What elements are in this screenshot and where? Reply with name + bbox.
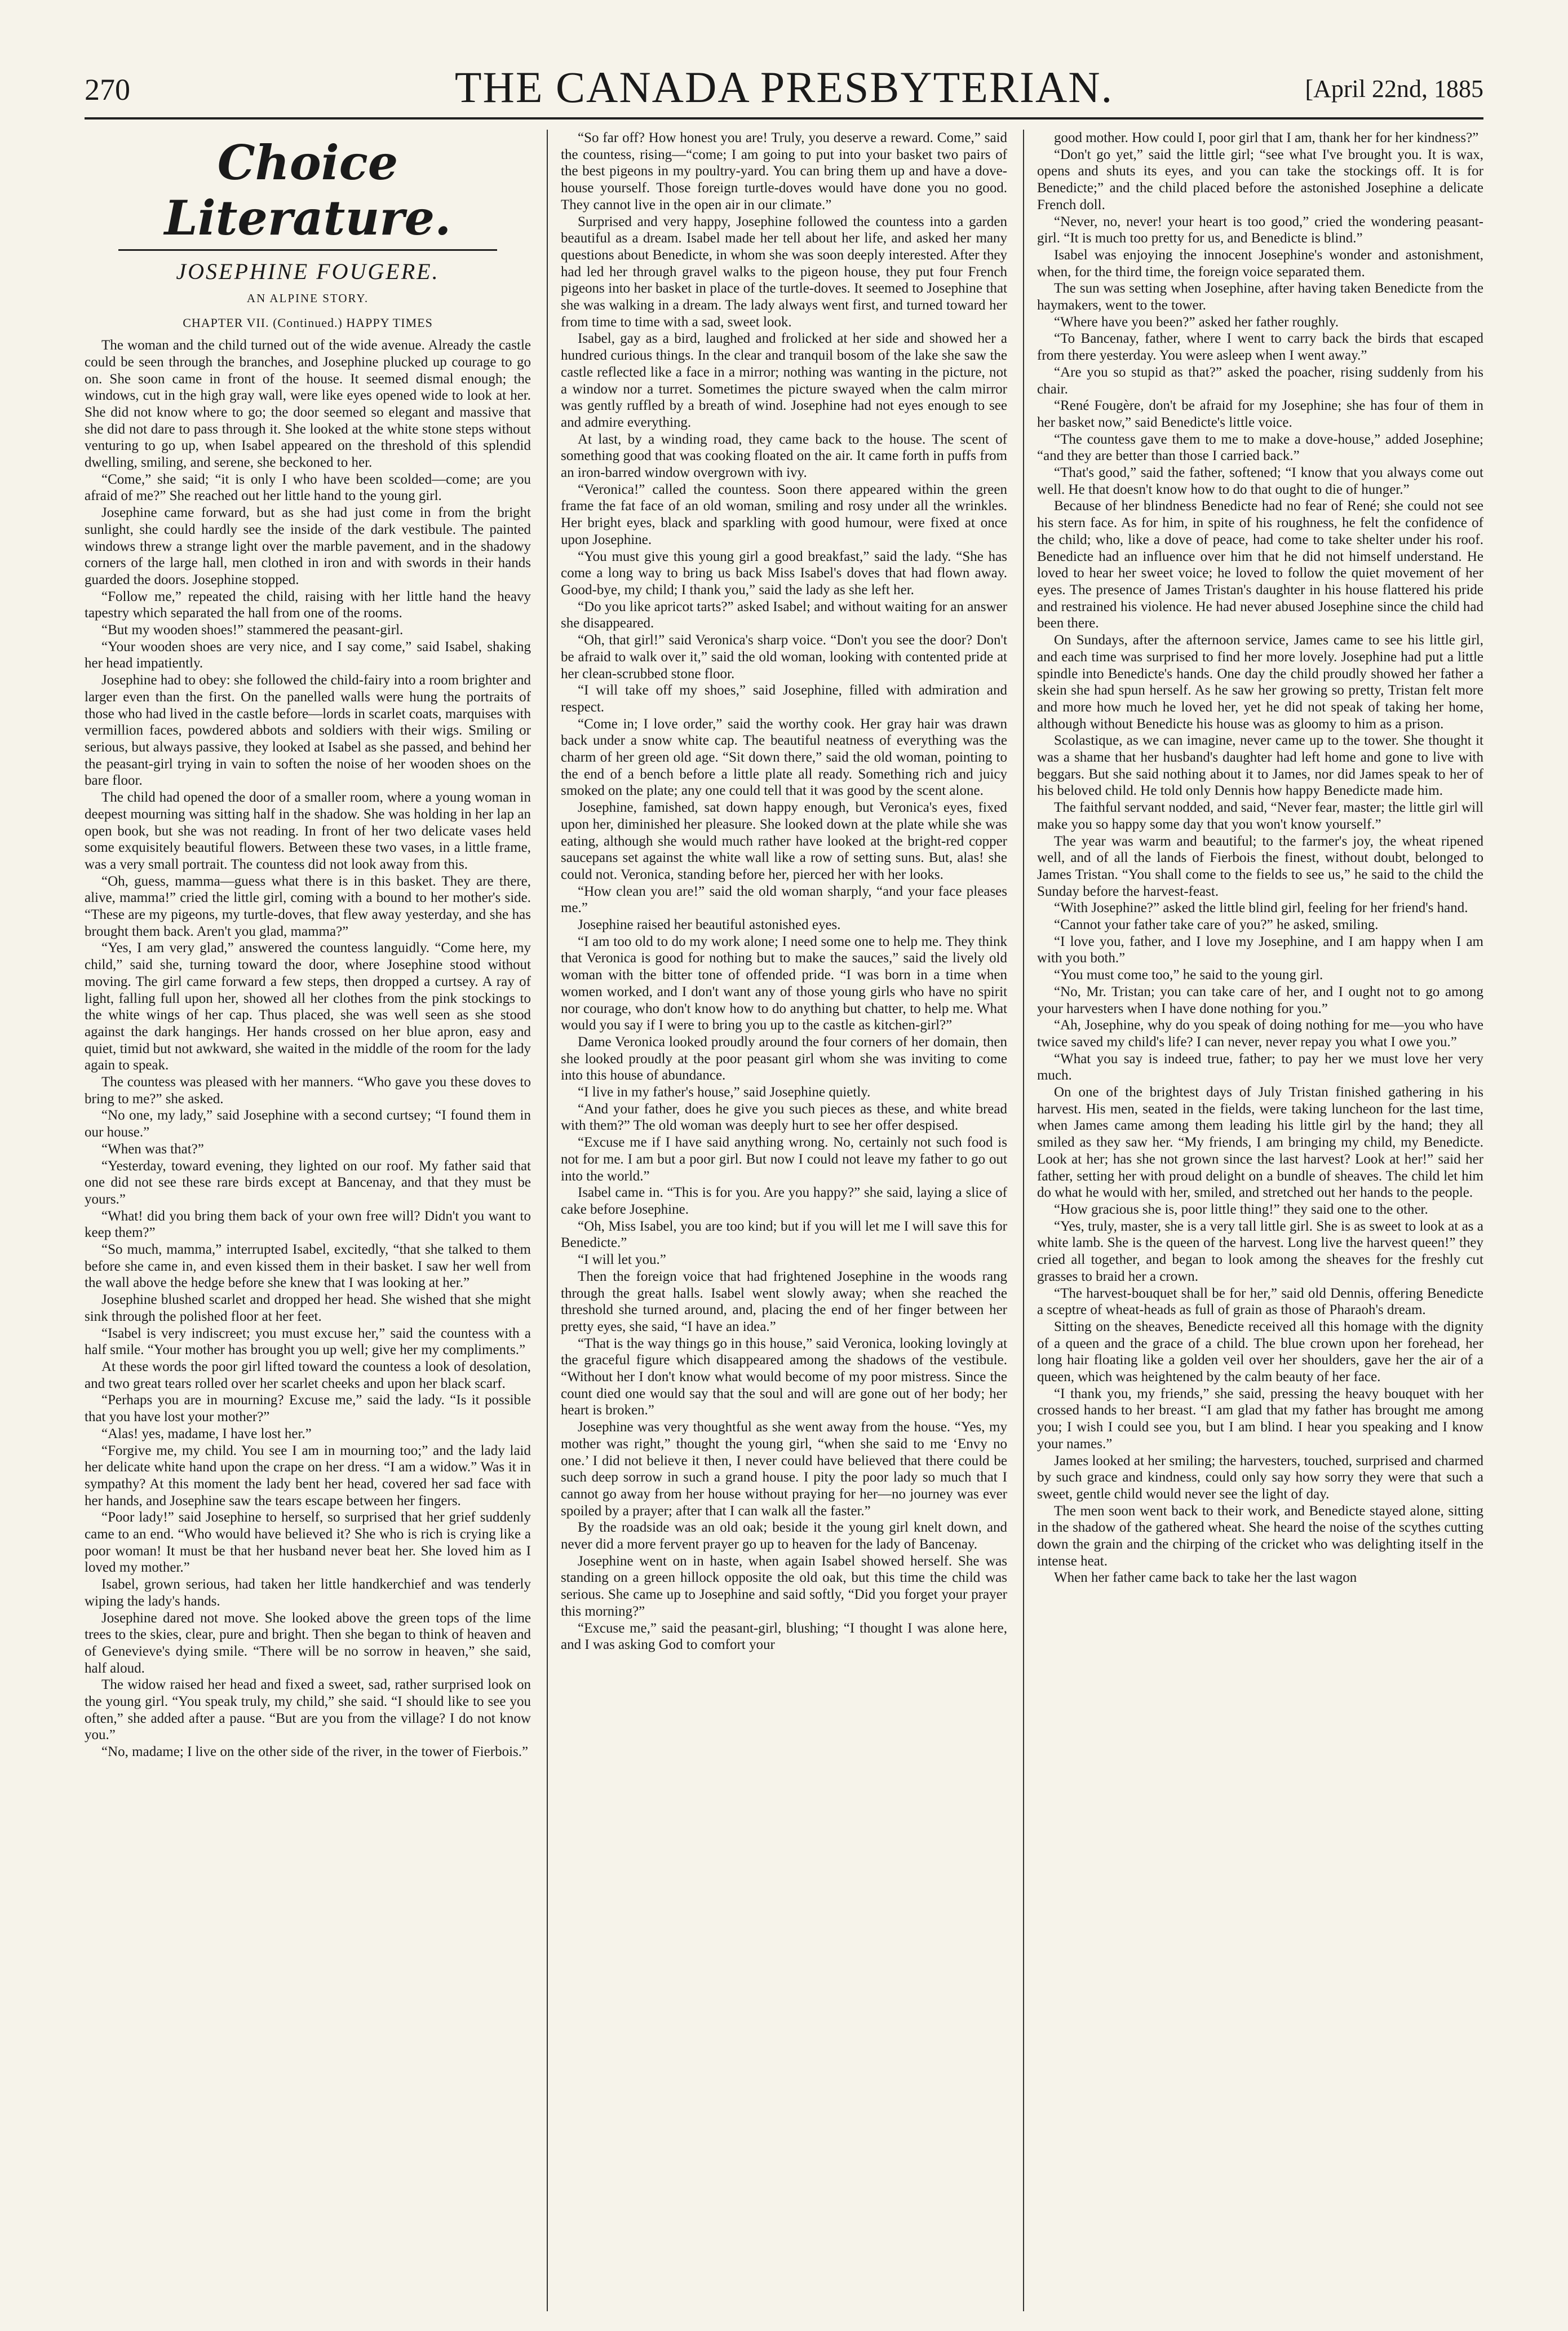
paragraph: “René Fougère, don't be afraid for my Josephine; she has four of them in her basket now,” said Benedicte's little voice.	[1037, 398, 1483, 430]
story-title: JOSEPHINE FOUGERE.	[176, 259, 440, 284]
section-title-rule	[118, 249, 497, 251]
paragraph: “The harvest-bouquet shall be for her,” said old Dennis, offering Benedicte a sceptre of wheat-heads as full of grain as those of Pharaoh's dream.	[1037, 1285, 1483, 1318]
header-rule	[85, 117, 1483, 120]
page-number: 270	[85, 73, 130, 107]
paragraph: “I will let you.”	[578, 1252, 666, 1268]
column-1	[85, 130, 531, 2311]
column-divider	[1023, 130, 1024, 2311]
paragraph: Josephine had to obey: she followed the child-fairy into a room brighter and larger even than the first. On the panelled walls were hung the portraits of those who had lived in the castle before—lords in scarlet coats, marquises with vermillion faces, powdered abbots and soldiers with their wigs. Smiling or serious, but always passive, they looked at Isabel as she passed, and behind her the peasant-girl trying in vain to soften the noise of her wooden shoes on the bare floor.	[85, 673, 531, 789]
paragraph: “Excuse me,” said the peasant-girl, blushing; “I thought I was alone here, and I was asking God to comfort your	[561, 1620, 1007, 1653]
paragraph: “No one, my lady,” said Josephine with a second curtsey; “I found them in our house.”	[85, 1108, 531, 1140]
paragraph: “I thank you, my friends,” she said, pressing the heavy bouquet with her crossed hands to her breast. “I am glad that my father has brought me among you; I wish I could see you, but I am blind. I hear you speaking and I know your names.”	[1037, 1386, 1483, 1452]
paragraph: “How clean you are!” said the old woman sharply, “and your face pleases me.”	[561, 883, 1007, 916]
paragraph: “And your father, does he give you such pieces as these, and white bread with them?” The old woman was deeply hurt to see her offer despised.	[561, 1101, 1007, 1134]
paragraph: “Veronica!” called the countess. Soon there appeared within the green frame the fat face of an old woman, smiling and rosy under all the wrinkles. Her bright eyes, black and sparkling with good humour, were fixed at once upon Josephine.	[561, 481, 1007, 547]
paragraph: Because of her blindness Benedicte had no fear of René; she could not see his stern face. As for him, in spite of his roughness, he felt the confidence of the child; who, like a dove of peace, had come to take shelter under his roof. Benedicte had an influence over him that he did not himself understand. He loved to hear her sweet voice; he loved to follow the quiet movement of her eyes. The presence of James Tristan's daughter in his house flattered his pride and restrained his violence. He had never abused Josephine since the child had been there.	[1037, 498, 1483, 631]
issue-date: [April 22nd, 1885	[1305, 75, 1483, 103]
paragraph: At these words the poor girl lifted toward the countess a look of desolation, and two great tears rolled over her scarlet cheeks and upon her black scarf.	[85, 1359, 531, 1391]
paragraph: On one of the brightest days of July Tristan finished gathering in his harvest. His men, seated in the fields, were taking luncheon for the last time, when James came among them leading his little girl by the hand; they all smiled as they saw her. “My friends, I am bringing my child, my Benedicte. Look at her; has she not grown since the last harvest? Look at her!” said her father, setting her with proud delight on a bundle of sheaves. The child let him do what he would with her, smiled, and stretched out her hands to the people.	[1037, 1085, 1483, 1201]
paragraph: “The countess gave them to me to make a dove-house,” added Josephine; “and they are better than those I carried back.”	[1037, 431, 1483, 464]
paragraph: Isabel came in. “This is for you. Are you happy?” she said, laying a slice of cake before Josephine.	[561, 1185, 1007, 1217]
paragraph: “No, Mr. Tristan; you can take care of her, and I ought not to go among your harvesters when I have done nothing for you.”	[1037, 984, 1483, 1016]
paragraph: “With Josephine?” asked the little blind girl, feeling for her friend's hand.	[1054, 900, 1468, 916]
paragraph: At last, by a winding road, they came back to the house. The scent of something good that was cooking floated on the air. It came forth in puffs from an iron-barred window overgrown with ivy.	[561, 431, 1007, 481]
paragraph: Isabel, gay as a bird, laughed and frolicked at her side and showed her a hundred curious things. In the clear and tranquil bosom of the lake she saw the castle reflected like a face in a mirror; nothing was wanting in the picture, not a window nor a turret. Sometimes the picture swayed when the calm mirror was gently ruffled by a breath of wind. Josephine had not eyes enough to see and admire everything.	[561, 331, 1007, 430]
paragraph: The faithful servant nodded, and said, “Never fear, master; the little girl will make you so happy some day that you won't know yourself.”	[1037, 800, 1483, 832]
paragraph: Then the foreign voice that had frightened Josephine in the woods rang through the great halls. Isabel went slowly away; when she reached the threshold she turned around, and, placing the end of her finger between her pretty eyes, she said, “I have an idea.”	[561, 1268, 1007, 1334]
chapter-heading: CHAPTER VII. (Continued.) HAPPY TIMES	[183, 316, 433, 330]
paragraph: When her father came back to take her the last wagon	[1054, 1570, 1357, 1586]
paragraph: “Oh, that girl!” said Veronica's sharp voice. “Don't you see the door? Don't be afraid to walk over it,” said the old woman, looking with contented pride at her clean-scrubbed stone floor.	[561, 632, 1007, 682]
paragraph: “Yes, truly, master, she is a very tall little girl. She is as sweet to look at as a white lamb. She is the queen of the harvest. Long live the harvest queen!” they cried all together, and began to look among the sheaves for the freshly cut grasses to braid her a crown.	[1037, 1218, 1483, 1284]
paragraph: By the roadside was an old oak; beside it the young girl knelt down, and never did a more fervent prayer go up to heaven for the lady of Bancenay.	[561, 1520, 1007, 1552]
paragraph: Josephine dared not move. She looked above the green tops of the lime trees to the skies, clear, pure and bright. Then she began to think of heaven and of Genevieve's dying smile. “There will be no sorrow in heaven,” she said, half aloud.	[85, 1610, 531, 1676]
paragraph: “So far off? How honest you are! Truly, you deserve a reward. Come,” said the countess, rising—“come; I am going to put into your basket two pairs of the best pigeons in my poultry-yard. You can bring them up and have a dove-house yourself. Those foreign turtle-doves would have done you no good. They cannot live in the open air in our climate.”	[561, 130, 1007, 213]
paragraph: Isabel, grown serious, had taken her little handkerchief and was tenderly wiping the lady's hands.	[85, 1577, 531, 1609]
column-1-paragraphs	[85, 337, 531, 1761]
paragraph: “Do you like apricot tarts?” asked Isabel; and without waiting for an answer she disappeared.	[561, 599, 1007, 631]
paragraph: “I will take off my shoes,” said Josephine, filled with admiration and respect.	[561, 683, 1007, 715]
page-header	[85, 62, 1483, 113]
paragraph: “Isabel is very indiscreet; you must excuse her,” said the countess with a half smile. “Your mother has brought you up well; give her my compliments.”	[85, 1325, 531, 1358]
paragraph: Scolastique, as we can imagine, never came up to the tower. She thought it was a shame that her husband's daughter had left home and gone to live with beggars. But she said nothing about it to James, nor did James speak to her of his beloved child. He told only Dennis how happy Benedicte made him.	[1037, 733, 1483, 799]
paragraph: “To Bancenay, father, where I went to carry back the birds that escaped from there yesterday. You were asleep when I went away.”	[1037, 331, 1483, 364]
section-title: Choice Literature.	[164, 135, 451, 246]
paragraph: “Don't go yet,” said the little girl; “see what I've brought you. It is wax, opens and shuts its eyes, and you can take the stockings off. It is for Benedicte;” and the child placed before the astonished Josephine a delicate French doll.	[1037, 147, 1483, 213]
paragraph: “I live in my father's house,” said Josephine quietly.	[578, 1085, 871, 1100]
paragraph: “I am too old to do my work alone; I need some one to help me. They think that Veronica is good for nothing but to make the sauces,” said the lively old woman with the bitter tone of offended pride. “I was born in a time when women worked, and I don't want any of those young girls who have no spirit nor courage, who don't know how to do anything but chatter, to help me. What would you say if I were to bring you up to the castle as kitchen-girl?”	[561, 934, 1007, 1033]
paragraph: “Are you so stupid as that?” asked the poacher, rising suddenly from his chair.	[1037, 364, 1483, 397]
paragraph: The child had opened the door of a smaller room, where a young woman in deepest mourning was sitting half in the shadow. She was holding in her lap an open book, but she was not reading. In front of her two delicate vases held some exquisitely beautiful flowers. Between these two vases, in a little frame, was a very small portrait. The countess did not look away from this.	[85, 790, 531, 872]
paragraph: Surprised and very happy, Josephine followed the countess into a garden beautiful as a dream. Isabel made her tell about her life, and asked her many questions about Benedicte, in whom she was soon deeply interested. After they had led her through gravel walks to the pigeon house, they put four French pigeons into her basket in place of the turtle-doves. It seemed to Josephine that she was walking in a dream. The lady always went first, and turned toward her from time to time with a sad, sweet look.	[561, 214, 1007, 330]
paragraph: “When was that?”	[101, 1141, 204, 1157]
column-3	[1037, 130, 1483, 2311]
paragraph: The year was warm and beautiful; to the farmer's joy, the wheat ripened well, and of all the lands of Fierbois the finest, without doubt, belonged to James Tristan. “You shall come to the fields to see us,” he said to the child the Sunday before the harvest-feast.	[1037, 833, 1483, 899]
paragraph: “Alas! yes, madame, I have lost her.”	[101, 1426, 312, 1441]
paragraph: The widow raised her head and fixed a sweet, sad, rather surprised look on the young girl. “You speak truly, my child,” she said. “I should like to see you often,” she added after a pause. “But are you from the village? I do not know you.”	[85, 1677, 531, 1743]
paragraph: Josephine came forward, but as she had just come in from the bright sunlight, she could hardly see the inside of the dark vestibule. The painted windows threw a strange light over the marble pavement, and in the shadowy corners of the large hall, men clothed in iron and with swords in their hands guarded the doors. Josephine stopped.	[85, 505, 531, 587]
paragraph: Josephine was very thoughtful as she went away from the house. “Yes, my mother was right,” thought the young girl, “when she said to me ‘Envy no one.’ I did not believe it then, I never could have believed that there could be such deep sorrow in such a grand house. I pity the poor lady so much that I cannot go away from her house without praying for her—no journey was ever spoiled by a prayer; after that I can walk all the faster.”	[561, 1419, 1007, 1519]
paragraph: “But my wooden shoes!” stammered the peasant-girl.	[101, 622, 404, 638]
paragraph: “I love you, father, and I love my Josephine, and I am happy when I am with you both.”	[1037, 934, 1483, 966]
paragraph: “What! did you bring them back of your own free will? Didn't you want to keep them?”	[85, 1208, 531, 1241]
column-3-paragraphs	[1037, 130, 1483, 1586]
paragraph: “Where have you been?” asked her father roughly.	[1054, 314, 1339, 330]
paragraph: On Sundays, after the afternoon service, James came to see his little girl, and each time was surprised to find her more lovely. Josephine had put a little spindle into Benedicte's hands. One day the child proudly showed her father a skein she had spun herself. As he saw her growing so pretty, Tristan felt more and more how much he loved her, yet he did not speak of taking her home, although without Benedicte his house was as gloomy to him as a prison.	[1037, 632, 1483, 732]
paragraph: The countess was pleased with her manners. “Who gave you these doves to bring to me?” she asked.	[85, 1074, 531, 1107]
column-2-paragraphs	[561, 130, 1007, 1653]
paragraph: Josephine raised her beautiful astonished eyes.	[578, 917, 841, 933]
paragraph: James looked at her smiling; the harvesters, touched, surprised and charmed by such grace and kindness, could only say how sorry they were that such a sweet, gentle child would never see the light of day.	[1037, 1453, 1483, 1502]
paragraph: “Come in; I love order,” said the worthy cook. Her gray hair was drawn back under a snow white cap. The beautiful neatness of everything was the charm of her green old age. “Sit down there,” said the old woman, pointing to the end of a bench before a little plate all ready. Something rich and juicy smoked on the plate; any one could tell that it was good by the scent alone.	[561, 716, 1007, 799]
paragraph: “Cannot your father take care of you?” he asked, smiling.	[1054, 917, 1379, 933]
paragraph: good mother. How could I, poor girl that I am, thank her for her kindness?”	[1054, 130, 1479, 145]
paragraph: Josephine went on in haste, when again Isabel showed herself. She was standing on a green hillock opposite the old oak, but this time the child was serious. She came up to Josephine and said softly, “Did you forget your prayer this morning?”	[561, 1553, 1007, 1619]
paragraph: The men soon went back to their work, and Benedicte stayed alone, sitting in the shadow of the gathered wheat. She heard the noise of the scythes cutting down the grain and the chirping of the cricket who was delighting itself in the intense heat.	[1037, 1503, 1483, 1569]
paragraph: Sitting on the sheaves, Benedicte received all this homage with the dignity of a queen and the grace of a child. The blue crown upon her forehead, her long hair floating like a golden veil over her shoulders, gave her the air of a queen, which was heightened by the calm beauty of her face.	[1037, 1319, 1483, 1385]
paragraph: Dame Veronica looked proudly around the four corners of her domain, then she looked proudly at the poor peasant girl whom she was inviting to come into this house of abundance.	[561, 1034, 1007, 1083]
paragraph: Isabel was enjoying the innocent Josephine's wonder and astonishment, when, for the third time, the foreign voice separated them.	[1037, 247, 1483, 280]
paragraph: “Forgive me, my child. You see I am in mourning too;” and the lady laid her delicate white hand upon the crape on her dress. “I am a widow.” Was it in sympathy? At this moment the lady bent her head, covered her sad face with her hands, and Josephine saw the tears escape between her fingers.	[85, 1443, 531, 1509]
paragraph: “Yesterday, toward evening, they lighted on our roof. My father said that one did not see these rare birds except at Bancenay, and that they must be yours.”	[85, 1158, 531, 1207]
paragraph: “Oh, Miss Isabel, you are too kind; but if you will let me I will save this for Benedicte.”	[561, 1218, 1007, 1251]
paragraph: The woman and the child turned out of the wide avenue. Already the castle could be seen through the branches, and Josephine plucked up courage to go on. She soon came in front of the house. It seemed dismal enough; the windows, cut in the high gray wall, were like eyes opened wide to look at her. She did not know where to go; the door seemed so elegant and massive that she did not dare to pass through it. She looked at the white stone steps without venturing to go up, when Isabel appeared on the threshold of this splendid dwelling, smiling, and serene, she beckoned to her.	[85, 338, 531, 471]
paragraph: The sun was setting when Josephine, after having taken Benedicte from the haymakers, went to the tower.	[1037, 281, 1483, 313]
paragraph: “Ah, Josephine, why do you speak of doing nothing for me—you who have twice saved my child's life? I can never, never repay you what I owe you.”	[1037, 1018, 1483, 1050]
paragraph: “How gracious she is, poor little thing!” they said one to the other.	[1054, 1202, 1428, 1217]
newspaper-title: THE CANADA PRESBYTERIAN.	[454, 63, 1114, 112]
paragraph: “Perhaps you are in mourning? Excuse me,” said the lady. “Is it possible that you have lost your mother?”	[85, 1392, 531, 1425]
paragraph: “So much, mamma,” interrupted Isabel, excitedly, “that she talked to them before she came in, and even kissed them in their basket. I saw her well from the wall above the hedge before she knew that I was looking at her.”	[85, 1242, 531, 1291]
paragraph: “What you say is indeed true, father; to pay her we must love her very much.	[1037, 1051, 1483, 1083]
paragraph: “Come,” she said; “it is only I who have been scolded—come; are you afraid of me?” She reached out her little hand to the young girl.	[85, 471, 531, 504]
story-subtitle: AN ALPINE STORY.	[246, 291, 369, 305]
paragraph: “That's good,” said the father, softened; “I know that you always come out well. He that doesn't know how to do that ought to die of hunger.”	[1037, 465, 1483, 497]
paragraph: “Excuse me if I have said anything wrong. No, certainly not such food is not for me. I am but a poor girl. But now I could not leave my father to go out into the world.”	[561, 1135, 1007, 1184]
paragraph: “Poor lady!” said Josephine to herself, so surprised that her grief suddenly came to an end. “Who would have believed it? She who is rich is crying like a poor woman! It must be that her husband never beat her. She loved him as I loved my mother.”	[85, 1510, 531, 1576]
paragraph: “That is the way things go in this house,” said Veronica, looking lovingly at the graceful figure which disappeared among the shadows of the vestibule. “Without her I don't know what would become of my poor mistress. Since the count died one would say that the soul and will are gone out of her body; her heart is broken.”	[561, 1335, 1007, 1418]
paragraph: Josephine blushed scarlet and dropped her head. She wished that she might sink through the polished floor at her feet.	[85, 1292, 531, 1324]
column-divider	[547, 130, 548, 2311]
paragraph: “No, madame; I live on the other side of the river, in the tower of Fierbois.”	[101, 1744, 529, 1760]
paragraph: Josephine, famished, sat down happy enough, but Veronica's eyes, fixed upon her, diminished her pleasure. She looked down at the plate while she was eating, although she would much rather have looked at the bright-red copper saucepans set against the white wall like a row of setting suns. But, alas! she could not. Veronica, standing before her, pierced her with her looks.	[561, 800, 1007, 882]
paragraph: “Yes, I am very glad,” answered the countess languidly. “Come here, my child,” said she, turning toward the door, where Josephine stood without moving. The girl came forward a few steps, then dropped a curtsey. A ray of light, falling full upon her, showed all her clothes from the pink stockings to the white wings of her cap. Thus placed, she was well seen as she stood against the dark hangings. Her hands crossed on her blue apron, easy and quiet, timid but not awkward, she waited in the middle of the room for the lady again to speak.	[85, 940, 531, 1073]
paragraph: “Follow me,” repeated the child, raising with her little hand the heavy tapestry which separated the hall from one of the rooms.	[85, 589, 531, 621]
paragraph: “You must come too,” he said to the young girl.	[1054, 967, 1323, 983]
column-2	[561, 130, 1007, 2311]
paragraph: “Oh, guess, mamma—guess what there is in this basket. They are there, alive, mamma!” cried the little girl, coming with a bound to her mother's side. “These are my pigeons, my turtle-doves, that flew away yesterday, and she has brought them back. Aren't you glad, mamma?”	[85, 873, 531, 939]
paragraph: “Never, no, never! your heart is too good,” cried the wondering peasant-girl. “It is much too pretty for us, and Benedicte is blind.”	[1037, 214, 1483, 246]
paragraph: “Your wooden shoes are very nice, and I say come,” said Isabel, shaking her head impatiently.	[85, 639, 531, 671]
article-columns	[85, 130, 1483, 2311]
paragraph: “You must give this young girl a good breakfast,” said the lady. “She has come a long way to bring us back Miss Isabel's doves that had flown away. Good-bye, my child; I thank you,” said the lady as she left her.	[561, 549, 1007, 598]
